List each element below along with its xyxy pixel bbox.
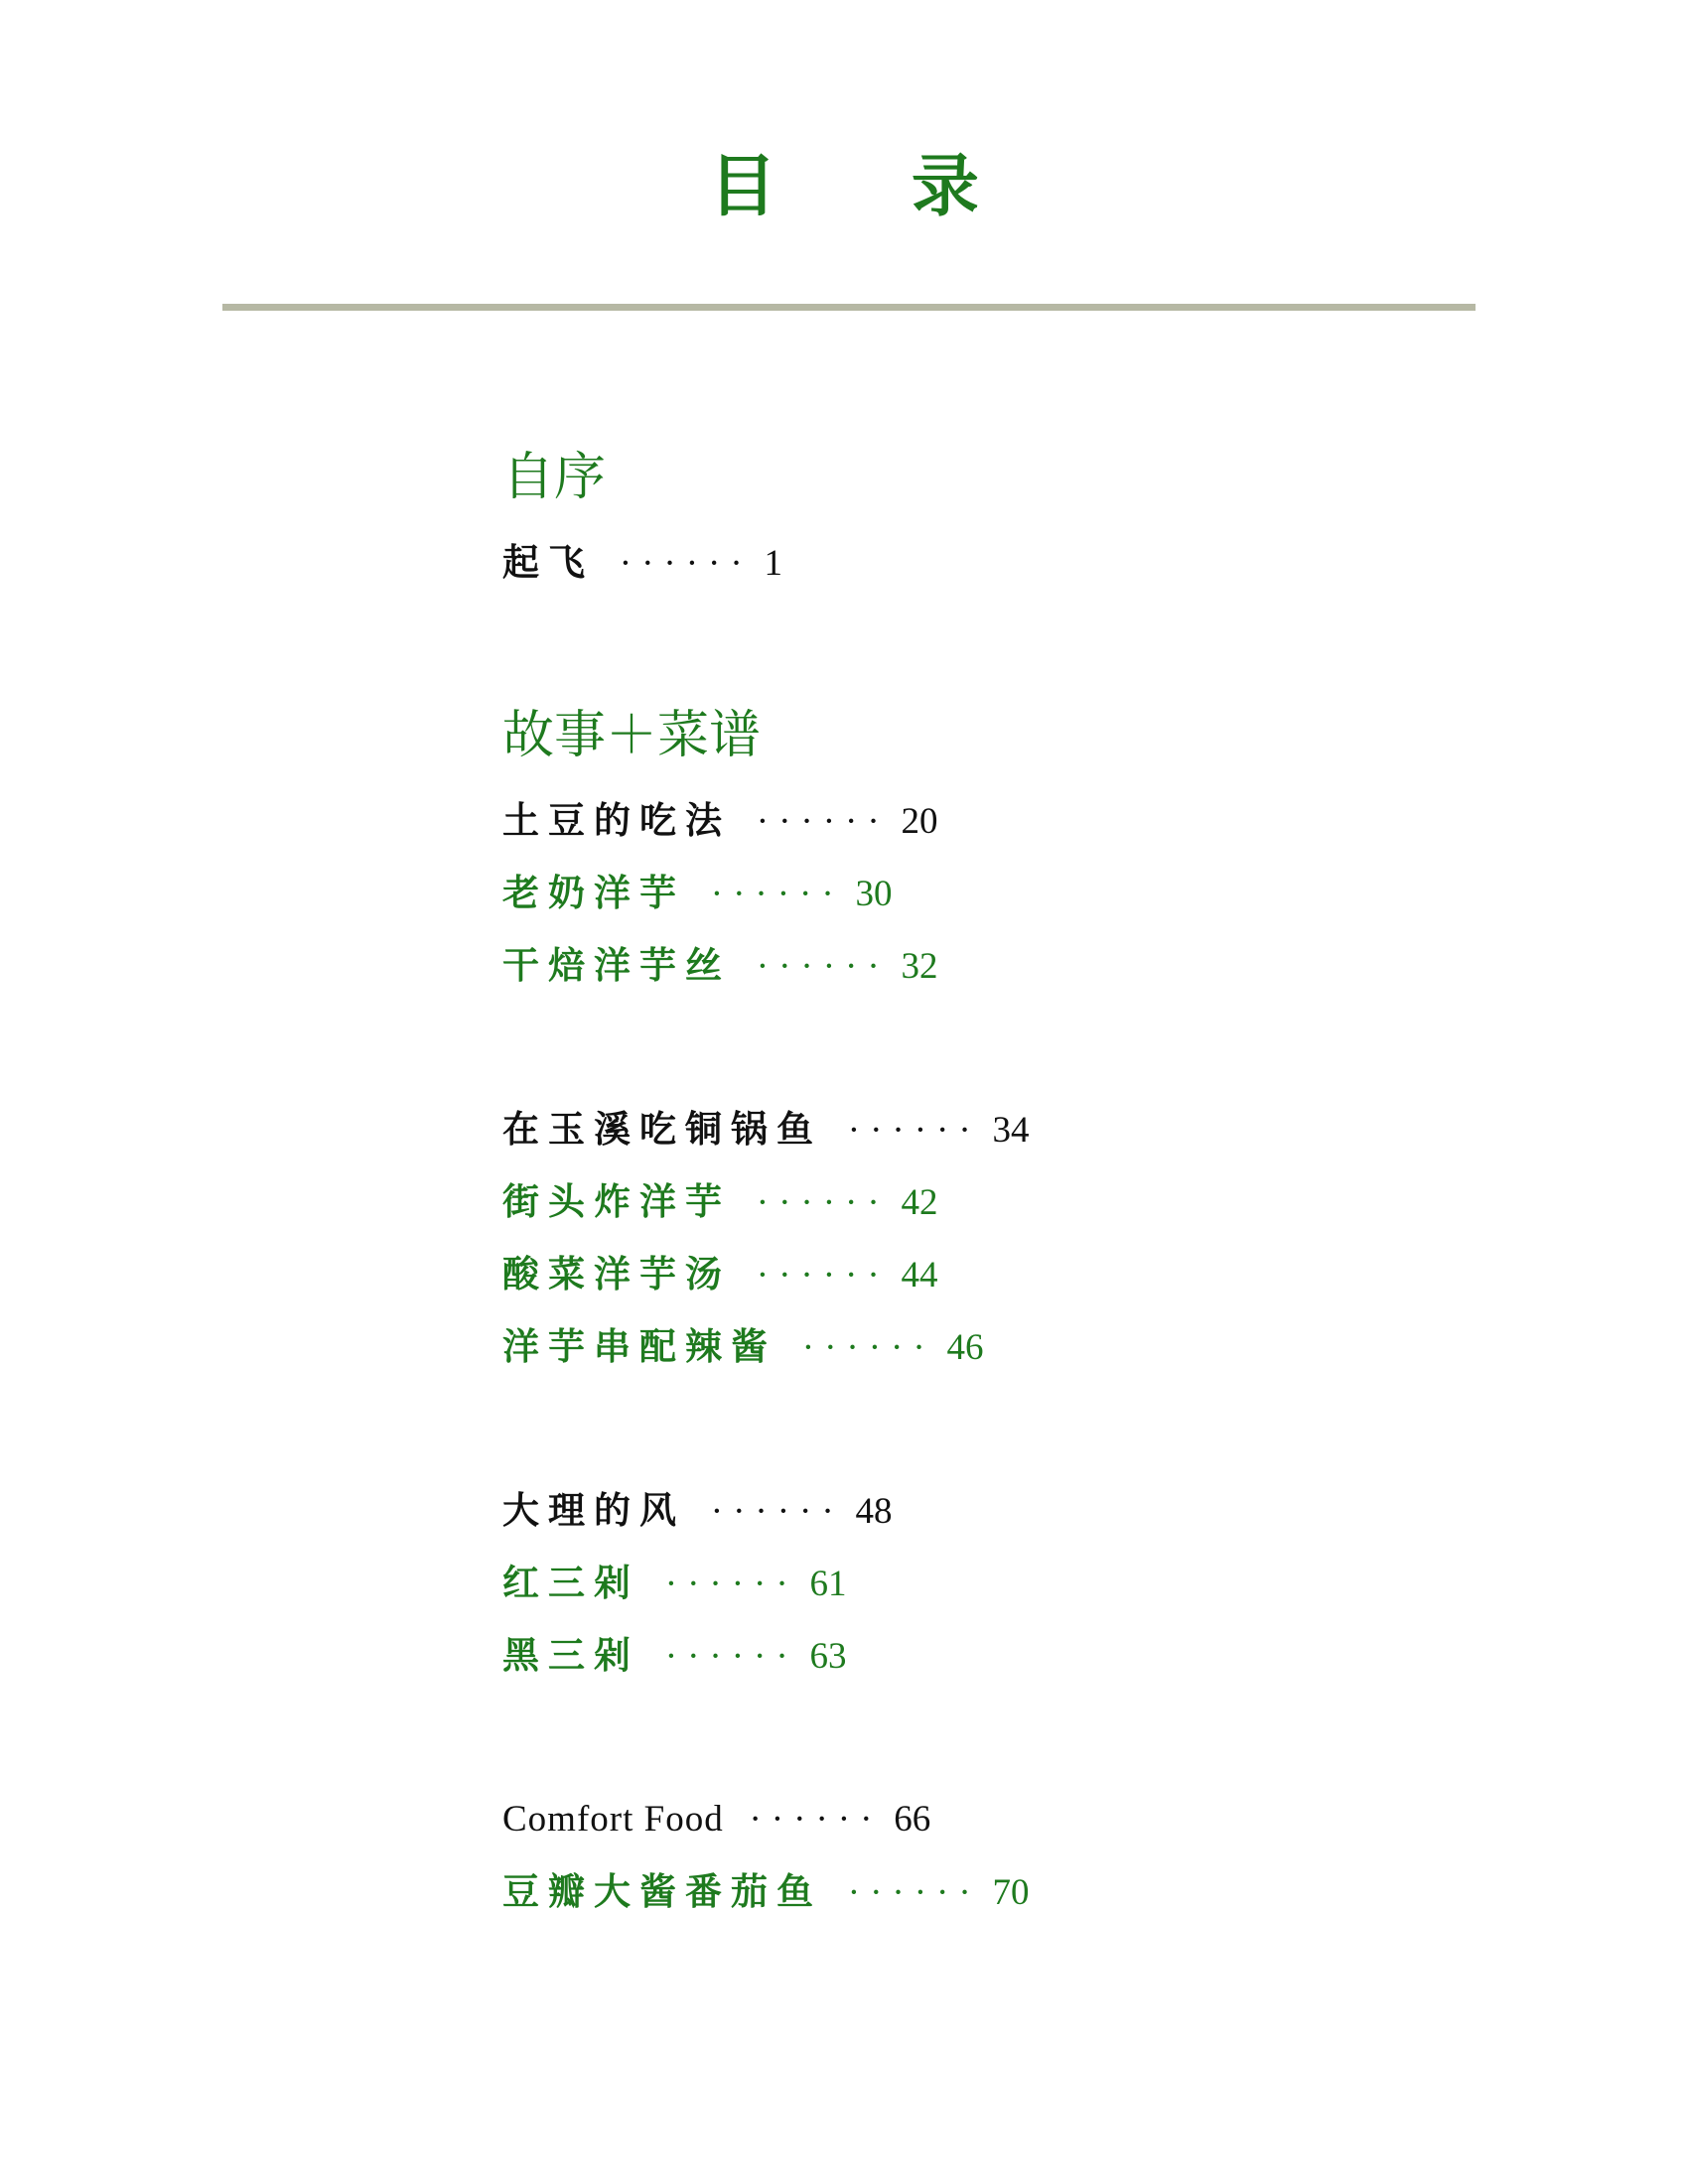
toc-entry-red-sanduo[interactable] [502, 1555, 1495, 1627]
toc-page-number: 66 [894, 1799, 931, 1840]
toc-leader-dots: ······ [664, 1564, 798, 1604]
toc-leader-dots: ······ [710, 874, 844, 914]
toc-entry-potato-skewers[interactable] [502, 1318, 1495, 1391]
toc-leader-dots: ······ [756, 1255, 890, 1296]
toc-entry-takeoff[interactable] [502, 534, 1495, 607]
toc-entry-pickle-potato-soup[interactable] [502, 1246, 1495, 1318]
page-title: 目 录 [709, 147, 1035, 226]
toc-page-number: 20 [901, 801, 938, 842]
toc-entry-label: 洋芋串配辣酱 [502, 1324, 776, 1368]
toc-leader-dots: ······ [619, 543, 753, 584]
toc-entry-label: 黑三剁 [502, 1633, 639, 1677]
toc-page-number: 63 [809, 1636, 847, 1677]
toc-page-number: 70 [992, 1872, 1030, 1913]
toc-leader-dots: ······ [664, 1636, 798, 1677]
toc-leader-dots: ······ [847, 1110, 981, 1151]
toc-entry-yuxi-copper-pot-fish[interactable] [502, 1101, 1495, 1173]
toc-page-number: 46 [946, 1327, 984, 1368]
toc-entry-label: 老奶洋芋 [502, 871, 685, 914]
toc-page-number: 1 [764, 543, 782, 584]
toc-page-number: 32 [901, 946, 938, 987]
toc-page-number: 34 [992, 1110, 1030, 1151]
toc-entry-black-sanduo[interactable] [502, 1627, 1495, 1700]
toc-page-number: 44 [901, 1255, 938, 1296]
toc-entry-label: 在玉溪吃铜锅鱼 [502, 1107, 822, 1151]
toc-leader-dots: ······ [756, 1182, 890, 1223]
toc-entry-grandma-potato[interactable] [502, 865, 1495, 937]
toc-entry-bean-paste-tomato-fish[interactable] [502, 1863, 1495, 1936]
toc-entry-label: 大理的风 [502, 1488, 685, 1532]
toc-entry-label: 土豆的吃法 [502, 798, 731, 842]
toc-entry-label: 酸菜洋芋汤 [502, 1252, 731, 1296]
toc-page-number: 48 [855, 1491, 893, 1532]
toc-page-number: 30 [855, 874, 893, 914]
toc-entry-potato-ways[interactable] [502, 792, 1495, 865]
toc-leader-dots: ······ [847, 1872, 981, 1913]
toc-leader-dots: ······ [756, 946, 890, 987]
toc-leader-dots: ······ [756, 801, 890, 842]
section-heading-stories-recipes: 故事＋菜谱 [502, 706, 762, 765]
toc-page-number: 61 [809, 1564, 847, 1604]
title-divider [222, 304, 1476, 311]
toc-entry-label: 豆瓣大酱番茄鱼 [502, 1869, 822, 1913]
toc-entry-dry-potato-shreds[interactable] [502, 937, 1495, 1010]
table-of-contents [502, 443, 1495, 1936]
toc-entry-dali-wind[interactable] [502, 1482, 1495, 1555]
toc-entry-comfort-food[interactable] [502, 1791, 1495, 1863]
toc-leader-dots: ······ [801, 1327, 935, 1368]
toc-entry-label: 红三剁 [502, 1561, 639, 1604]
toc-entry-label: Comfort Food [502, 1799, 724, 1840]
toc-entry-label: 干焙洋芋丝 [502, 943, 731, 987]
toc-leader-dots: ······ [710, 1491, 844, 1532]
toc-page-number: 42 [901, 1182, 938, 1223]
toc-entry-label: 街头炸洋芋 [502, 1179, 731, 1223]
toc-entry-label: 起飞 [502, 540, 594, 584]
toc-leader-dots: ······ [749, 1799, 883, 1840]
section-heading-preface: 自序 [502, 448, 607, 507]
toc-entry-street-fried-potato[interactable] [502, 1173, 1495, 1246]
